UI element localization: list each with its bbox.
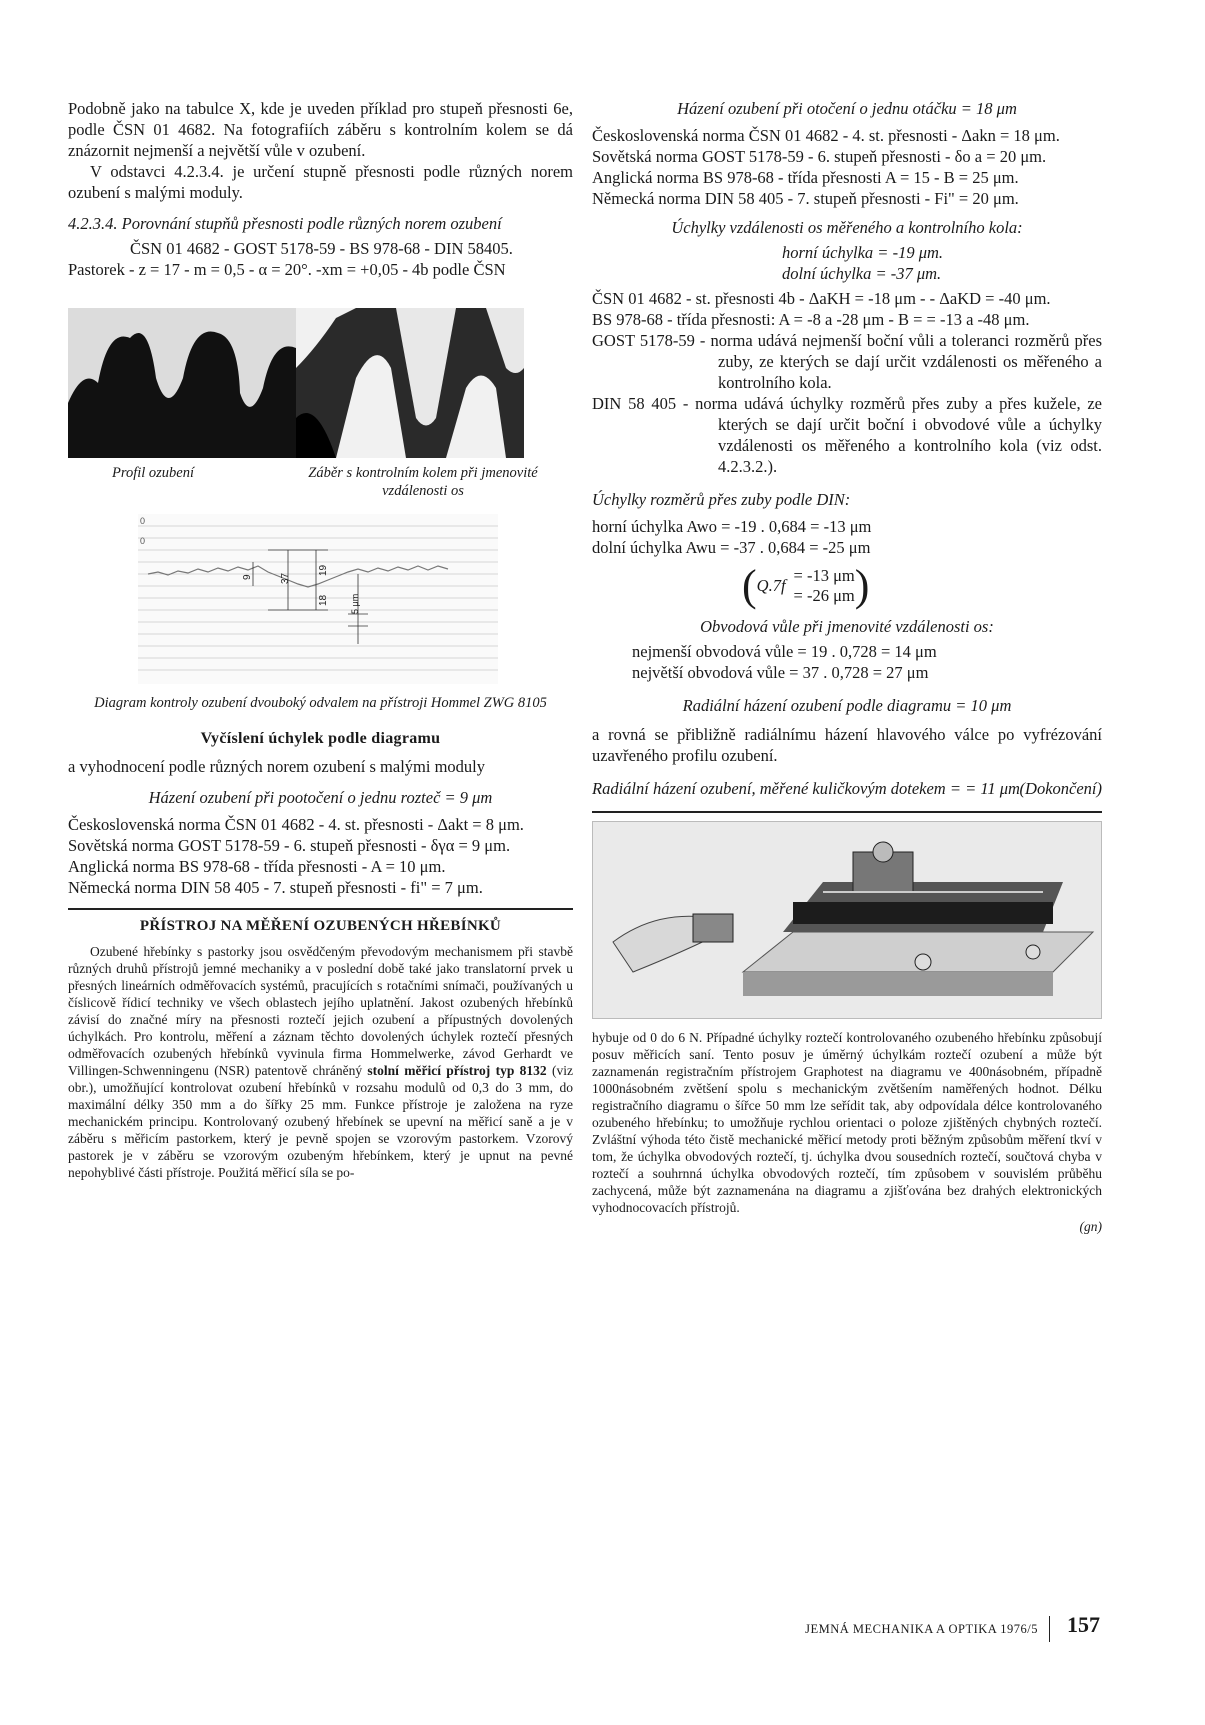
- page-number: 157: [1067, 1612, 1100, 1637]
- heading-evaluation: Vyčíslení úchylek podle diagramu: [200, 730, 441, 747]
- din-dimensions-title: Úchylky rozměrů přes zuby podle DIN:: [592, 490, 851, 509]
- din-description: DIN 58 405 - norma udává úchylky rozměrů přes zuby a přes kuželе, ze kterých se dají určit boční i obvodové vůle a úchylky vzdálenosti os měřeného a kontrolního kola (viz odst. 4.2.3.2.).: [592, 394, 1102, 476]
- caption-mesh: Záběr s kontrolním kolem při jmenovité vzdálenosti os: [308, 465, 538, 499]
- bs-class-line: BS 978-68 - třída přesnosti: A = -8 a -28 μm - B = = -13 a -48 μm.: [592, 310, 1030, 329]
- diagram-label-37: 37: [280, 572, 291, 584]
- q7f-bottom: = -26 μm: [793, 586, 855, 605]
- page-footer: [770, 1612, 1100, 1642]
- right-csn-norm: Československá norma ČSN 01 4682 - 4. st. přesnosti - Δakn = 18 μm.: [592, 126, 1060, 145]
- diagram-label-5um: 5 μm: [350, 593, 360, 614]
- gost-description: GOST 5178-59 - norma udává nejmenší boční vůli a toleranci rozměrů přes zuby, ze kterých se dají určit vzdálenosti os měřeného a kontrolního kola.: [592, 331, 1102, 392]
- caption-diagram: Diagram kontroly ozubení dvouboký odvalem na přístroji Hommel ZWG 8105: [94, 695, 547, 711]
- article-continuation: hybuje od 0 do 6 N. Případné úchylky roztečí kontrolovaného ozubeného hřebínku způsobují posuv měřicích saní. Tento posuv je úměrný úchylkám roztečí ozubení a může být zaznamenán registračním přístrojem Graphotest na diagramu ve 400násobném, případně 1000násobném zvětšení spolu s mechanickým zvětšením naměřených hodnot. Délku registračního diagramu o šířce 50 mm lze seřídit tak, aby odpovídala délce kontrolovaného ozubeného hřebínku; to umožňuje rychlou orientaci o poloze zjištěných chybných roztečí. Zvláštní výhoda této čistě mechanické měřicí metody proti běžným způsobům měření tkví v tom, že úchylka obvodových roztečí, tj. úchylka dvou sousedních roztečí, součtová chyba v roztečí a souhrnná úchylka obvodových roztečí, tím způsobem v souvislém průběhu zachycená, může být zaznamenána na diagramu a zjišťována bez drahých elektronických vyhodnocovacích přístrojů.: [592, 1030, 1102, 1215]
- left-gost-norm: Sovětská norma GOST 5178-59 - 6. stupeň přesnosti - δγα = 9 μm.: [68, 836, 511, 855]
- divider-rule: [68, 908, 573, 910]
- article-bold-device: stolní měřicí přístroj typ 8132: [367, 1063, 547, 1078]
- diagram-label-19: 19: [318, 564, 329, 576]
- intro-paragraph-2: V odstavci 4.2.3.4. je určení stupně přesnosti podle různých norem ozubení s malými moduly.: [68, 162, 573, 202]
- pastorek-line: Pastorek - z = 17 - m = 0,5 - α = 20°. -xm = +0,05 - 4b podle ČSN: [68, 260, 506, 279]
- svg-text:0: 0: [140, 536, 146, 546]
- instrument-photo: [592, 821, 1102, 1019]
- csn-4b-line: ČSN 01 4682 - st. přesnosti 4b - ΔaKH = -18 μm - - ΔaKD = -40 μm.: [592, 289, 1051, 308]
- mesh-photo: [296, 308, 524, 458]
- axis-deviation-title: Úchylky vzdálenosti os měřeného a kontrolního kola:: [671, 218, 1023, 237]
- diagram-label-18: 18: [318, 594, 329, 606]
- right-gost-norm: Sovětská norma GOST 5178-59 - 6. stupeň přesnosti - δo a = 20 μm.: [592, 147, 1047, 166]
- journal-name: JEMNÁ MECHANIKA A OPTIKA 1976/5: [805, 1622, 1038, 1636]
- left-bs-norm: Anglická norma BS 978-68 - třída přesnosti - A = 10 μm.: [68, 857, 446, 876]
- hazeni-pootoceni: Házení ozubení při pootočení o jednu rozteč = 9 μm: [148, 788, 493, 807]
- footer-divider: [1049, 1616, 1050, 1642]
- signature: (gn): [1079, 1219, 1102, 1234]
- awu-line: dolní úchylka Awu = -37 . 0,684 = -25 μm: [592, 538, 871, 557]
- article-part-b: (viz obr.), umožňující kontrolovat ozubení hřebínků v rozsahu modulů od 0,3 do 3 mm, do maximální délky 350 mm a do šířky 25 mm. Funkce přístroje je založena na ryze mechanickém principu. Kontrolovaný ozubený hřebínek se upevní na měřicí saně a je v záběru s měřicím pastorkem, který je pevně spojen se vzorovým pastorkem. Vzorový pastorek je v záběru se vzorovým ozubeným hřebínkem, který je upnut na pevné nepohyblivé části přístroje. Použitá měřicí síla se po-: [68, 1063, 573, 1180]
- completion-note: (Dokončení): [1019, 779, 1102, 798]
- profile-photo: [68, 308, 296, 458]
- article-title: PŘÍSTROJ NA MĚŘENÍ OZUBENÝCH HŘEBÍNKŮ: [139, 918, 502, 934]
- article-part-a: Ozubené hřebínky s pastorky jsou osvědčeným převodovým mechanismem při stavbě různých druhů přístrojů jemné mechaniky a v poslední době také jako translatorní prvek u přesných lineárních odměřovacích systémů, pracujících s rotačními snímači, používaných u číslicově řídicí techniky ve všech oblastech jejího uplatnění. Jakost ozubených hřebínků závisí do značné míry na přesnosti roztečí jejich ozubení a přípustných dovolených úchylkách. Pro kontrolu, měření a záznam těchto dovolených úchylek roztečí přesných odměřovacích ozubených hřebínků vyvinula firma Hommelwerke, závod Gerhardt ve Villingen-Schwenningenu (NSR) patentově chráněný: [68, 944, 573, 1078]
- lower-deviation: dolní úchylka = -37 μm.: [782, 264, 942, 283]
- gear-photos: [68, 308, 573, 458]
- section-title: 4.2.3.4. Porovnání stupňů přesnosti podle různých norem ozubení: [68, 214, 502, 233]
- intro-paragraph-1: Podobně jako na tabulce X, kde je uveden příklad pro stupeň přesnosti 6e, podle ČSN 01 4682. Na fotografiích záběru s kontrolním kolem se dá znázornit nejmenší a největší vůle v ozubení.: [68, 99, 573, 160]
- left-column: [68, 98, 573, 1181]
- control-diagram: [138, 514, 498, 684]
- hazeni-otoceni: Házení ozubení při otočení o jednu otáčku = 18 μm: [677, 99, 1017, 118]
- left-csn-norm: Československá norma ČSN 01 4682 - 4. st. přesnosti - Δakt = 8 μm.: [68, 815, 524, 834]
- radial-runout-text: a rovná se přibližně radiálnímu házení hlavového válce po vyfrézování uzavřeného profilu ozubení.: [592, 725, 1102, 765]
- evaluation-subtitle: a vyhodnocení podle různých norem ozubení s malými moduly: [68, 757, 485, 776]
- radial-runout-ball: Radiální házení ozubení, měřené kuličkovým dotekem = = 11 μm: [592, 779, 1020, 798]
- article-body: [68, 943, 573, 1181]
- right-column: [592, 98, 1102, 1235]
- max-play: největší obvodová vůle = 37 . 0,728 = 27 μm: [632, 663, 929, 682]
- upper-deviation: horní úchylka = -19 μm.: [782, 243, 944, 262]
- min-play: nejmenší obvodová vůle = 19 . 0,728 = 14 μm: [632, 642, 937, 661]
- right-bs-norm: Anglická norma BS 978-68 - třída přesnosti A = 15 - B = 25 μm.: [592, 168, 1019, 187]
- right-divider: [592, 811, 1102, 813]
- q7f-formula: ( Q.7f = -13 μm = -26 μm ): [742, 561, 870, 610]
- left-din-norm: Německá norma DIN 58 405 - 7. stupeň přesnosti - fi" = 7 μm.: [68, 878, 483, 897]
- diagram-label-zero: 0: [140, 516, 146, 526]
- norms-line: ČSN 01 4682 - GOST 5178-59 - BS 978-68 - DIN 58405.: [130, 239, 513, 258]
- right-din-norm: Německá norma DIN 58 405 - 7. stupeň přesnosti - Fi" = 20 μm.: [592, 189, 1019, 208]
- awo-line: horní úchylka Awo = -19 . 0,684 = -13 μm: [592, 517, 872, 536]
- diagram-label-9: 9: [242, 574, 253, 580]
- radial-runout-diagram: Radiální házení ozubení podle diagramu = 10 μm: [682, 696, 1012, 715]
- q7f-top: = -13 μm: [793, 566, 855, 585]
- circumferential-play-title: Obvodová vůle při jmenovité vzdálenosti os:: [700, 617, 994, 636]
- q7f-label: Q.7f: [756, 576, 786, 595]
- caption-profile: Profil ozubení: [111, 465, 195, 481]
